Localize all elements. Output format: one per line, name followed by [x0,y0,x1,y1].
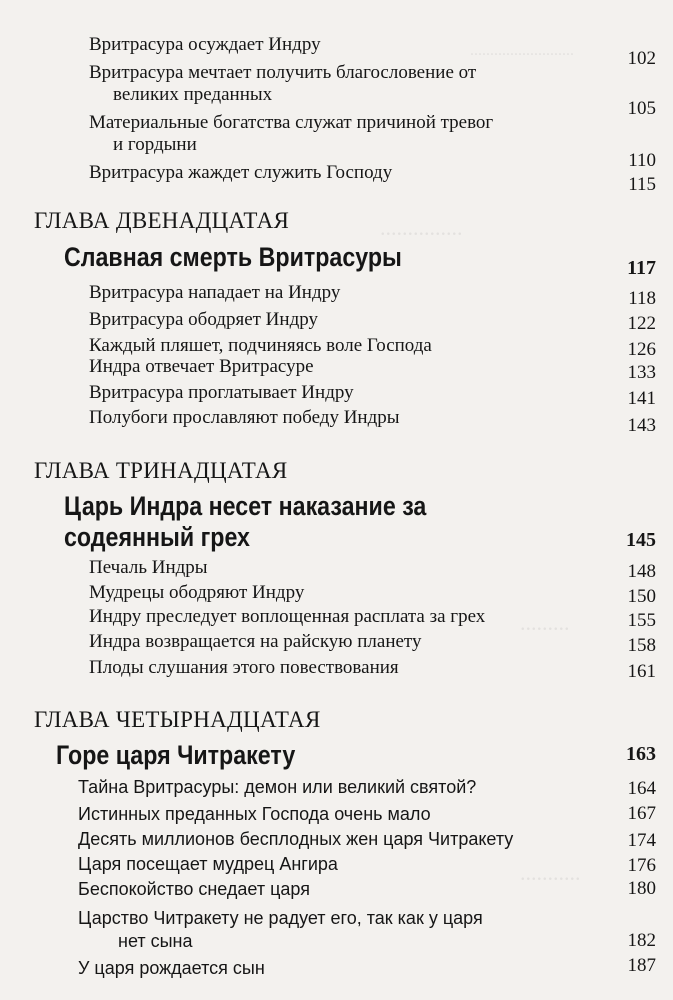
entry-text: Индра возвращается на райскую планету [89,631,422,652]
chapter-label: ГЛАВА ЧЕТЫРНАДЦАТАЯ [34,707,321,732]
entry-text: Индру преследует воплощенная расплата за грех [89,606,486,627]
entry-page: 122 [627,313,656,334]
entry-page: 180 [627,878,656,899]
chapter-title: Славная смерть Вритрасуры [64,242,402,272]
entry-text: Каждый пляшет, подчиняясь воле Господа [89,335,432,356]
entry-text: Десять миллионов бесплодных жен царя Читракету [78,829,514,849]
entry-text: Вритрасура нападает на Индру [89,282,341,303]
entry-page: 187 [627,955,656,976]
entry-text: Индра отвечает Вритрасуре [89,356,314,377]
entry-text: Материальные богатства служат причиной тревог [89,112,494,133]
entry-text: У царя рождается сын [78,958,265,978]
chapter-title: Горе царя Читракету [56,740,296,770]
entry-page: 150 [627,586,656,607]
entry-page: 174 [627,830,656,851]
entry-text: Вритрасура ободряет Индру [89,309,318,330]
entry-text: Беспокойство снедает царя [78,879,310,899]
chapter-page: 117 [627,257,656,279]
entry-text: Истинных преданных Господа очень мало [78,804,431,824]
entry-page: 155 [627,610,656,631]
entry-text: Вритрасура проглатывает Индру [89,382,354,403]
entry-page: 126 [627,339,656,360]
entry-text: Вритрасура мечтает получить благословение от [89,62,477,83]
entry-text-cont: нет сына [118,931,193,951]
entry-text: Царство Читракету не радует его, так как у царя [78,908,483,928]
entry-page: 164 [627,778,656,799]
entry-page: 143 [627,415,656,436]
entry-text-cont: великих преданных [113,84,273,105]
entry-page: 115 [628,174,656,195]
chapter-title: Царь Индра несет наказание за [64,491,427,521]
chapter-page: 163 [626,743,656,765]
entry-text: Печаль Индры [89,557,208,578]
entry-page: 176 [627,855,656,876]
entry-text: Вритрасура осуждает Индру [89,34,321,55]
entry-text: Вритрасура жаждет служить Господу [89,162,393,183]
entry-page: 182 [627,930,656,951]
chapter-page: 145 [626,529,656,551]
entry-text: Полубоги прославляют победу Индры [89,407,400,428]
entry-text-cont: и гордыни [113,134,197,155]
entry-text: Царя посещает мудрец Ангира [78,854,338,874]
entry-page: 148 [627,561,656,582]
entry-page: 118 [628,288,656,309]
entry-page: 102 [627,48,656,69]
entry-page: 158 [627,635,656,656]
entry-page: 161 [627,661,656,682]
toc-page: .......................... ............... ......... ........... Вритрасура осуждает Индру 102 Вритрасура мечтает получить благословение от великих преданных 105 Материальные богатства служат причиной тревог и гордыни 110 Вритрасура жаждет служить Господу 115 ГЛАВА ДВЕНАДЦАТАЯ Славная смерть Вритрасуры 117 Вритрасура нападает на Индру 118 Вритрасура ободряет Индру 122 Каждый пляшет, подчиняясь воле Господа 126 Индра отвечает Вритрасуре 133 Вритрасура проглатывает Индру 141 Полубоги прославляют победу Индры 143 ГЛАВА ТРИНАДЦАТАЯ Царь Индра несет наказание за содеянный грех 145 Печаль Индры 148 Мудрецы ободряют Индру 150 Индру преследует воплощенная расплата за грех 155 Индра возвращается на райскую планету 158 Плоды слушания этого повествования 161 ГЛАВА ЧЕТЫРНАДЦАТАЯ Горе царя Читракету 163 Тайна Вритрасуры: демон или великий святой? 164 Истинных преданных Господа очень мало 167 Десять миллионов бесплодных жен царя Читракету 174 Царя посещает мудрец Ангира 176 Беспокойство снедает царя 180 Царство Читракету не радует его, так как у царя нет сына 182 У царя рождается сын 187 [34,34,656,978]
entry-text: Плоды слушания этого повествования [89,657,399,678]
chapter-label: ГЛАВА ТРИНАДЦАТАЯ [34,458,288,483]
chapter-label: ГЛАВА ДВЕНАДЦАТАЯ [34,208,290,233]
entry-page: 105 [627,98,656,119]
entry-text: Мудрецы ободряют Индру [89,582,305,603]
entry-text: Тайна Вритрасуры: демон или великий святой? [78,777,477,797]
chapter-title-cont: содеянный грех [64,522,250,552]
entry-page: 141 [627,388,656,409]
entry-page: 133 [627,362,656,383]
entry-page: 167 [627,803,656,824]
entry-page: 110 [628,150,656,171]
